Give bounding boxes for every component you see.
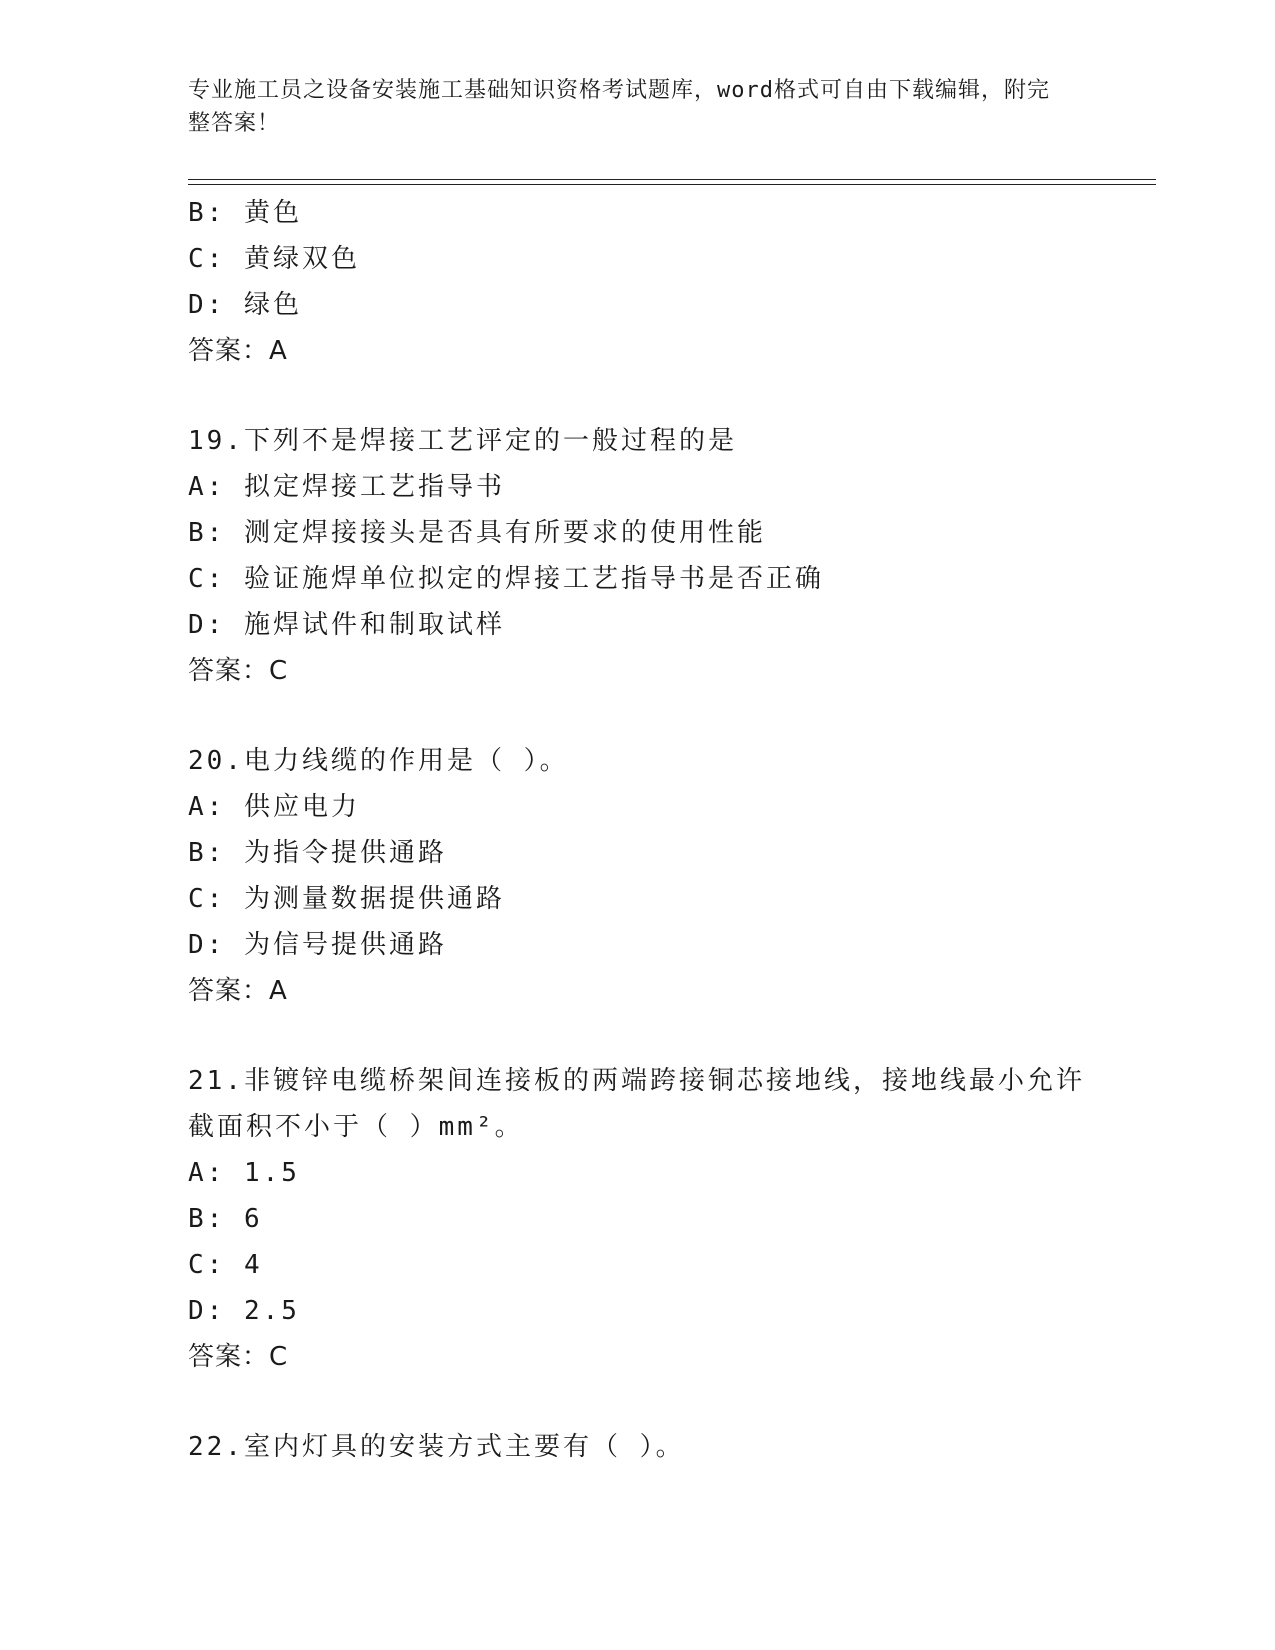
document-body [188, 190, 1156, 1470]
option-c: C: 验证施焊单位拟定的焊接工艺指导书是否正确 [188, 564, 824, 594]
answer-line: 答案：A [188, 336, 288, 366]
header-rule-top [188, 179, 1156, 180]
option-b: B: 6 [188, 1204, 263, 1234]
option-a: A: 1.5 [188, 1158, 300, 1188]
option-d: D: 为信号提供通路 [188, 930, 447, 960]
document-header: 专业施工员之设备安装施工基础知识资格考试题库，word格式可自由下载编辑，附完整答案！ [188, 78, 1050, 136]
option-a: A: 供应电力 [188, 792, 360, 822]
option-d: D: 施焊试件和制取试样 [188, 610, 505, 640]
question-text: 22.室内灯具的安装方式主要有（ ）。 [188, 1432, 685, 1462]
option-a: A: 拟定焊接工艺指导书 [188, 472, 505, 502]
option-c: C: 为测量数据提供通路 [188, 884, 505, 914]
answer-line: 答案：C [188, 656, 289, 686]
question-20 [188, 738, 1156, 1014]
question-22 [188, 1424, 1156, 1470]
header-rule-bottom [188, 184, 1156, 185]
question-text: 19.下列不是焊接工艺评定的一般过程的是 [188, 426, 737, 456]
option-b: B: 为指令提供通路 [188, 838, 447, 868]
option-d: D: 2.5 [188, 1296, 300, 1326]
answer-line: 答案：A [188, 976, 288, 1006]
answer-line: 答案：C [188, 1342, 289, 1372]
question-19 [188, 418, 1156, 694]
option-d: D: 绿色 [188, 290, 302, 320]
option-c: C: 黄绿双色 [188, 244, 360, 274]
option-b: B: 黄色 [188, 198, 302, 228]
option-c: C: 4 [188, 1250, 263, 1280]
question-21 [188, 1058, 1156, 1380]
question-text: 20.电力线缆的作用是（ ）。 [188, 746, 569, 776]
question-text: 21.非镀锌电缆桥架间连接板的两端跨接铜芯接地线，接地线最小允许截面积不小于（ ）mm²。 [188, 1066, 1085, 1142]
option-b: B: 测定焊接接头是否具有所要求的使用性能 [188, 518, 766, 548]
question-fragment [188, 190, 1156, 374]
